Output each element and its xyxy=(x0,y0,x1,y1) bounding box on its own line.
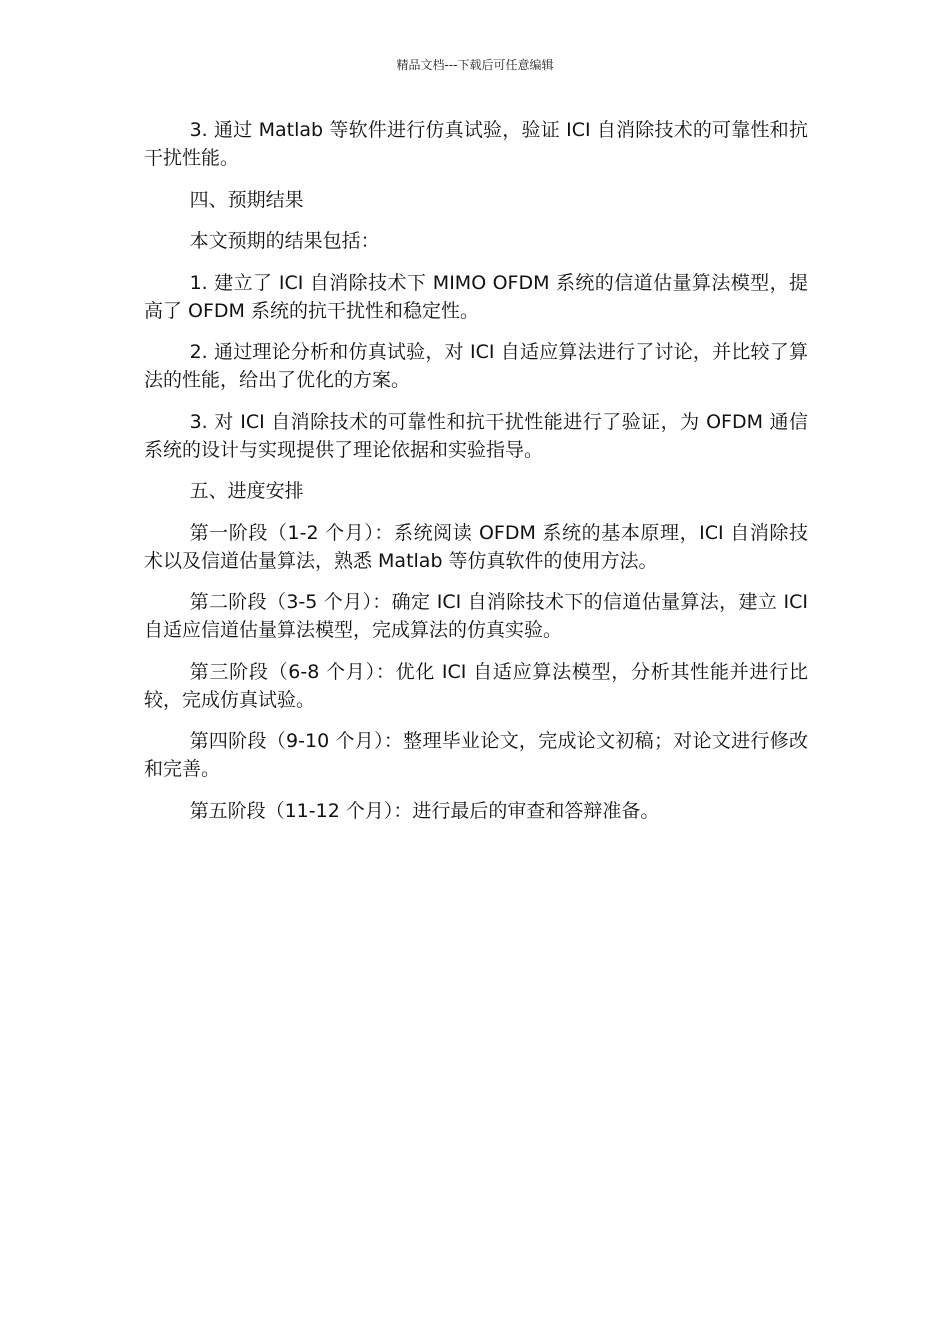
paragraph-result-3: 3. 对 ICI 自消除技术的可靠性和抗干扰性能进行了验证，为 OFDM 通信系统的设计与实现提供了理论依据和实验指导。 xyxy=(144,410,808,461)
page-header: 精品文档---下载后可任意编辑 xyxy=(396,58,554,72)
paragraph-stage-5: 第五阶段（11-12 个月）：进行最后的审查和答辩准备。 xyxy=(189,799,660,822)
paragraph-stage-3: 第三阶段（6-8 个月）：优化 ICI 自适应算法模型，分析其性能并进行比较，完成仿真试验。 xyxy=(144,660,808,711)
document-body xyxy=(144,116,808,838)
paragraph-stage-4: 第四阶段（9-10 个月）：整理毕业论文，完成论文初稿；对论文进行修改和完善。 xyxy=(144,730,808,780)
paragraph-method-3: 3. 通过 Matlab 等软件进行仿真试验，验证 ICI 自消除技术的可靠性和抗干扰性能。 xyxy=(144,119,808,169)
paragraph-result-1: 1. 建立了 ICI 自消除技术下 MIMO OFDM 系统的信道估量算法模型，提高了 OFDM 系统的抗干扰性和稳定性。 xyxy=(144,271,808,322)
section-heading-schedule: 五、进度安排 xyxy=(189,480,304,502)
paragraph-result-2: 2. 通过理论分析和仿真试验，对 ICI 自适应算法进行了讨论，并比较了算法的性能，给出了优化的方案。 xyxy=(144,341,808,391)
paragraph-stage-2: 第二阶段（3-5 个月）：确定 ICI 自消除技术下的信道估量算法，建立 ICI 自适应信道估量算法模型，完成算法的仿真实验。 xyxy=(144,591,808,641)
paragraph-results-intro: 本文预期的结果包括： xyxy=(189,230,380,252)
paragraph-stage-1: 第一阶段（1-2 个月）：系统阅读 OFDM 系统的基本原理，ICI 自消除技术以及信道估量算法，熟悉 Matlab 等仿真软件的使用方法。 xyxy=(144,521,808,572)
section-heading-expected-results: 四、预期结果 xyxy=(189,188,304,211)
